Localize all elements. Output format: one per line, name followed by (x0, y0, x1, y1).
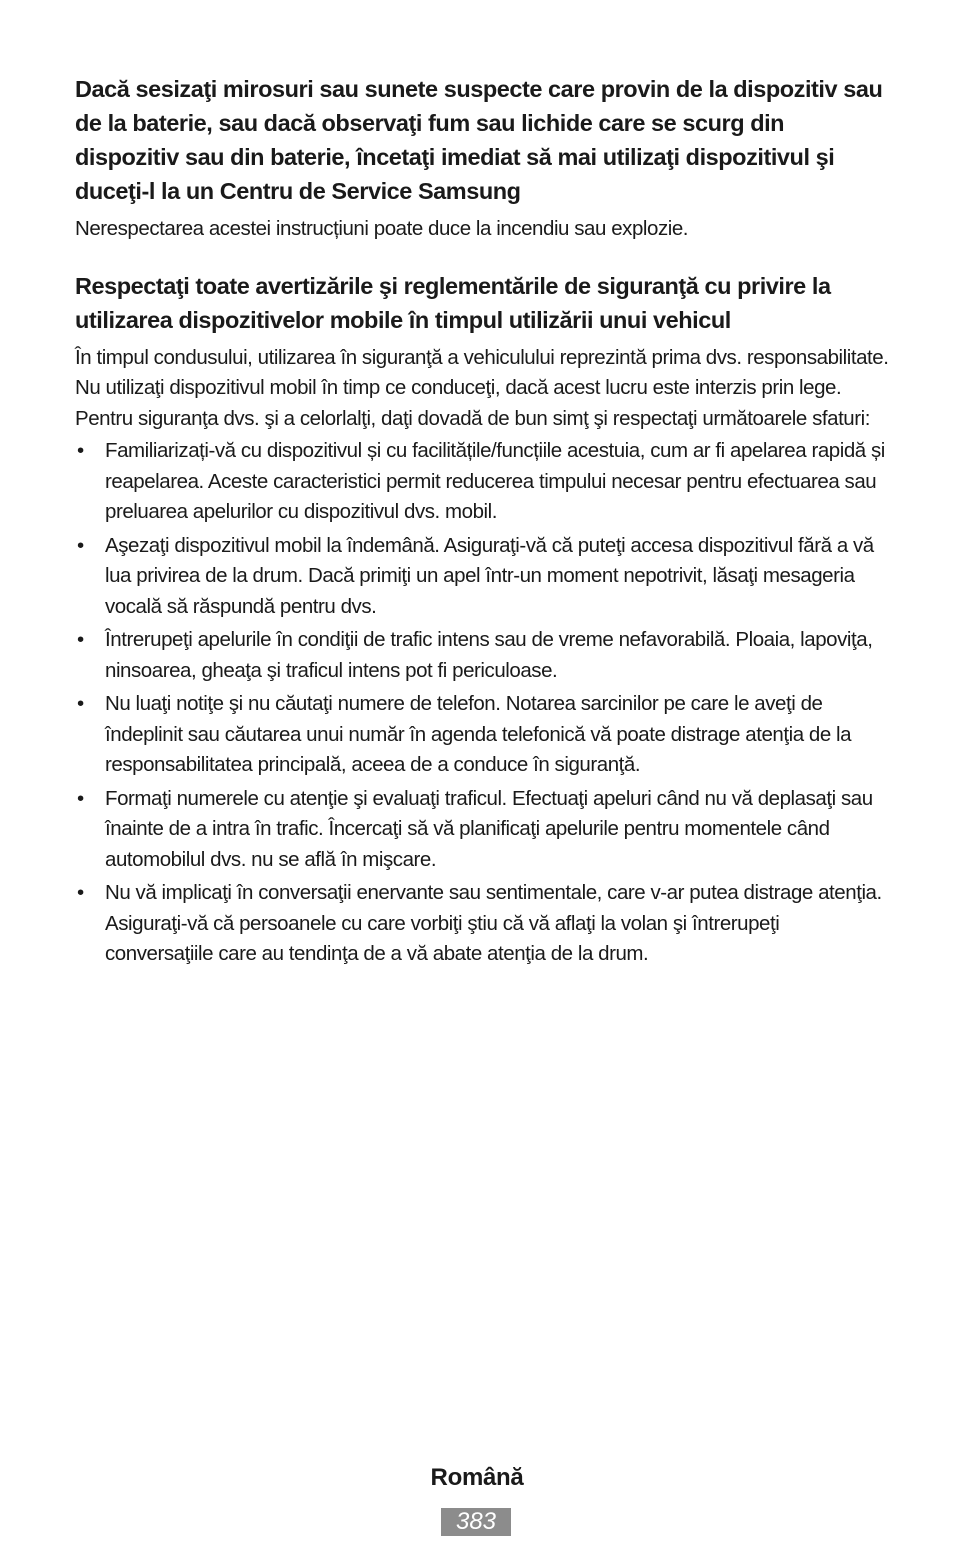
list-item-text: Întrerupeţi apelurile în condiţii de trafic intens sau de vreme nefavorabilă. Ploaia, lapoviţa, ninsoarea, gheaţa şi traficul intens pot fi periculoase. (105, 628, 873, 682)
bullet-icon: • (77, 786, 84, 810)
list-item (75, 436, 890, 528)
section-text: Nerespectarea acestei instrucțiuni poate duce la incendiu sau explozie. (75, 217, 689, 240)
list-item (75, 625, 890, 686)
list-item (75, 531, 890, 623)
list-item-text: Formaţi numerele cu atenţie şi evaluaţi traficul. Efectuaţi apeluri când nu vă deplasaţi sau înainte de a intra în trafic. Încercaţi să vă planificaţi apelurile pentru momentele când automobilul dvs. nu se află în mişcare. (105, 786, 873, 871)
page-content (75, 72, 890, 994)
section-smoke-warning (75, 72, 890, 245)
list-item-text: Nu luaţi notiţe şi nu căutaţi numere de telefon. Notarea sarcinilor pe care le aveţi de îndeplinit sau căutarea unui număr în agenda telefonică vă poate distrage atenţia de la responsabilitatea principală, aceea de a conduce în siguranţă. (105, 692, 852, 776)
section-text: În timpul condusului, utilizarea în siguranţă a vehiculului reprezintă prima dvs. responsabilitate. Nu utilizaţi dispozitivul mobil în timp ce conduceţi, dacă acest lucru este interzis prin lege. Pentru siguranţa dvs. şi a celorlalţi, daţi dovadă de bun simţ şi respectaţi următoarele sfaturi: (75, 345, 889, 430)
bullet-icon: • (77, 692, 84, 715)
list-item (75, 784, 890, 876)
bullet-icon: • (77, 533, 84, 557)
list-item (75, 689, 890, 781)
bullet-icon: • (77, 881, 84, 904)
list-item-text: Familiarizați-vă cu dispozitivul și cu facilitățile/funcțiile acestuia, cum ar fi apelarea rapidă și reapelarea. Aceste caracteristici permit reducerea timpului necesar pentru efectuarea sau preluarea apelurilor cu dispozitivul dvs. mobil. (105, 439, 885, 523)
section-heading: Dacă sesizaţi mirosuri sau sunete suspecte care provin de la dispozitiv sau de la baterie, sau dacă observaţi fum sau lichide care se scurg din dispozitiv sau din baterie, încetaţi imediat să mai utilizaţi dispozitivul şi duceţi-l la un Centru de Service Samsung (75, 76, 883, 204)
section-heading: Respectaţi toate avertizările şi reglementările de siguranţă cu privire la utilizarea dispozitivelor mobile în timpul utilizării unui vehicul (75, 272, 831, 333)
list-item (75, 878, 890, 970)
bullet-icon: • (77, 439, 84, 462)
list-item-text: Aşezaţi dispozitivul mobil la îndemână. Asiguraţi-vă că puteţi accesa dispozitivul fără a vă lua privirea de la drum. Dacă primiţi un apel într-un moment nepotrivit, lăsaţi mesageria vocală să răspundă pentru dvs. (105, 533, 874, 618)
safety-tips-list (75, 436, 890, 970)
list-item-text: Nu vă implicaţi în conversaţii enervante sau sentimentale, care v-ar putea distrage atenţia. Asiguraţi-vă că persoanele cu care vorbiţi ştiu că vă aflaţi la volan şi întrerupeţi conversaţiile care au tendinţa de a vă abate atenţia de la drum. (105, 881, 882, 965)
bullet-icon: • (77, 628, 84, 651)
footer-language: Română (430, 1464, 524, 1491)
page-number-badge: 383 (441, 1508, 511, 1536)
section-vehicle-safety (75, 269, 890, 970)
